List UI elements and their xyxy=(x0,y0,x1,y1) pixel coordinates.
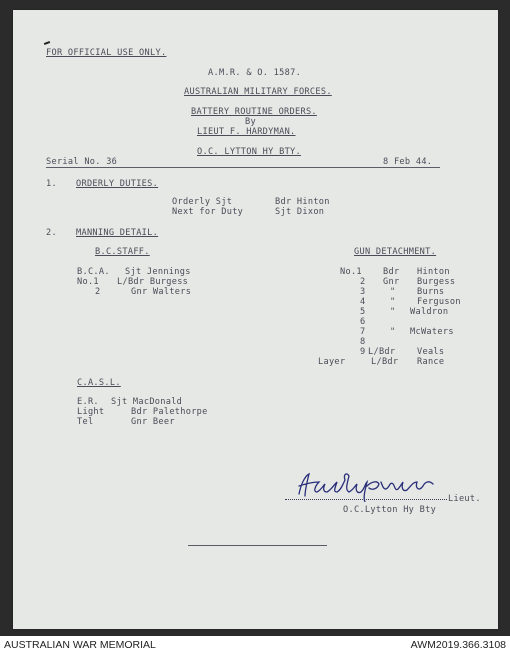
gun-name: McWaters xyxy=(410,327,454,337)
archive-footer xyxy=(0,636,510,653)
bc-staff-title: B.C.STAFF. xyxy=(95,247,150,257)
casl-pos: Light xyxy=(77,407,105,417)
casl-pos: Tel xyxy=(77,417,94,427)
signature-rank: Lieut. xyxy=(448,494,481,504)
gun-name: Waldron xyxy=(410,307,449,317)
bc-staff-pos: No.1 xyxy=(77,277,99,287)
gun-name: Ferguson xyxy=(417,297,461,307)
gun-pos: 9 xyxy=(360,347,366,357)
gun-pos: Layer xyxy=(318,357,346,367)
gun-rank: " xyxy=(390,297,396,307)
gun-rank: L/Bdr xyxy=(371,357,399,367)
gun-pos: 3 xyxy=(360,287,366,297)
gun-pos: 8 xyxy=(360,337,366,347)
signature-unit: O.C.Lytton Hy Bty xyxy=(343,505,437,515)
gun-rank: " xyxy=(390,307,396,317)
casl-title: C.A.S.L. xyxy=(77,378,121,388)
gun-rank: " xyxy=(390,327,396,337)
section1-role: Orderly Sjt xyxy=(172,197,233,207)
gun-pos: 6 xyxy=(360,317,366,327)
closing-rule xyxy=(188,545,327,546)
gun-name: Rance xyxy=(417,357,445,367)
bc-staff-pos: B.C.A. xyxy=(77,267,110,277)
section1-name: Bdr Hinton xyxy=(275,197,330,207)
section1-title: ORDERLY DUTIES. xyxy=(76,179,159,189)
signature-dotted-line xyxy=(285,499,447,501)
section2-title: MANNING DETAIL. xyxy=(76,228,159,238)
document-page xyxy=(13,10,498,629)
section1-role: Next for Duty xyxy=(172,207,244,217)
gun-rank: " xyxy=(390,287,396,297)
classification-label: FOR OFFICIAL USE ONLY. xyxy=(46,48,167,58)
handwritten-signature xyxy=(293,468,473,502)
bc-staff-name: Gnr Walters xyxy=(131,287,192,297)
bc-staff-name: L/Bdr Burgess xyxy=(117,277,189,287)
casl-pos: E.R. xyxy=(77,397,99,407)
footer-accession-number: AWM2019.366.3108 xyxy=(410,639,506,651)
section1-number: 1. xyxy=(46,179,57,189)
oc-line: O.C. LYTTON HY BTY. xyxy=(197,147,302,157)
gun-pos: 4 xyxy=(360,297,366,307)
casl-name: Bdr Palethorpe xyxy=(131,407,208,417)
gun-rank: L/Bdr xyxy=(368,347,396,357)
gun-pos: 5 xyxy=(360,307,366,317)
order-date: 8 Feb 44. xyxy=(383,157,433,167)
casl-name: Gnr Beer xyxy=(131,417,175,427)
gun-rank: Bdr xyxy=(383,267,400,277)
header-rule xyxy=(46,167,440,168)
gun-name: Veals xyxy=(417,347,445,357)
gun-rank: Gnr xyxy=(383,277,400,287)
bc-staff-pos: 2 xyxy=(95,287,101,297)
casl-name: Sjt MacDonald xyxy=(111,397,183,407)
footer-institution: AUSTRALIAN WAR MEMORIAL xyxy=(4,639,156,651)
forces-heading: AUSTRALIAN MILITARY FORCES. xyxy=(184,87,332,97)
orders-heading: BATTERY ROUTINE ORDERS. xyxy=(191,107,317,117)
section2-number: 2. xyxy=(46,228,57,238)
serial-number: Serial No. 36 xyxy=(46,157,118,167)
gun-detachment-title: GUN DETACHMENT. xyxy=(354,247,437,257)
gun-name: Hinton xyxy=(417,267,450,277)
gun-name: Burns xyxy=(417,287,445,297)
lieut-line: LIEUT F. HARDYMAN. xyxy=(197,127,296,137)
gun-pos: 7 xyxy=(360,327,366,337)
section1-name: Sjt Dixon xyxy=(275,207,325,217)
bc-staff-name: Sjt Jennings xyxy=(125,267,191,277)
amr-reference: A.M.R. & O. 1587. xyxy=(208,68,302,78)
gun-name: Burgess xyxy=(417,277,456,287)
gun-pos: 2 xyxy=(360,277,366,287)
by-line: By xyxy=(245,117,256,127)
gun-pos: No.1 xyxy=(340,267,362,277)
